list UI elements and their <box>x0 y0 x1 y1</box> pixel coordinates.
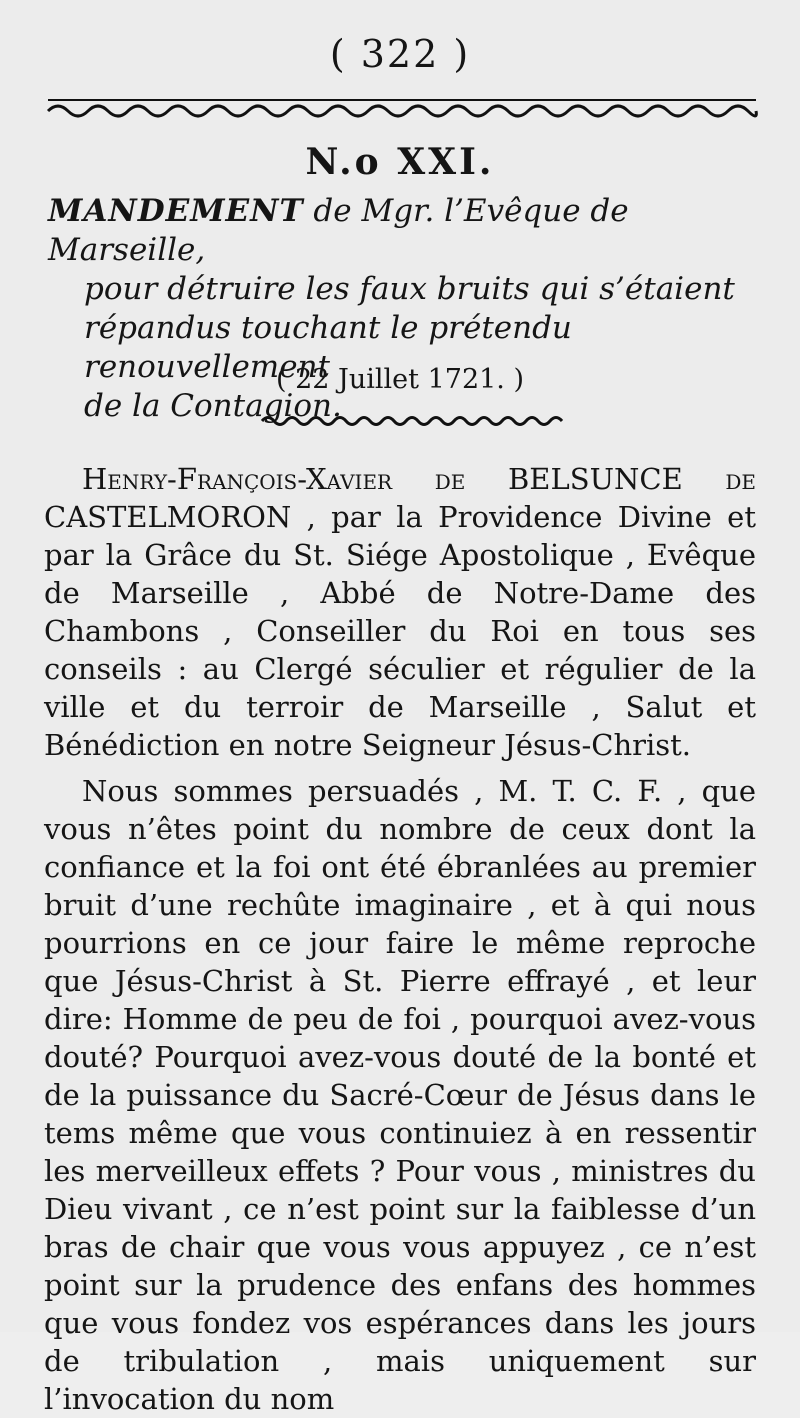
paragraph-one-text: , par la Providence Divine et par la Grâce du St. Siége Apostolique , Evêque de Marseille , Abbé de Notre-Dame des Chambons , Conseiller du Roi en tous ses conseils : au Clergé séculier et régulier de la ville et du terroir de Marseille , Salut et Bénédiction en notre Seigneur Jésus-Christ. <box>44 500 756 762</box>
document-body <box>44 460 756 1418</box>
title-line-3: répandus touchant le prétendu renouvellement <box>84 310 572 385</box>
bishop-name: Henry-François-Xavier de BELSUNCE de CASTELMORON <box>44 462 756 534</box>
title-line-1 <box>48 193 629 268</box>
title-line-4: de la Contagion. <box>84 388 342 424</box>
document-date: ( 22 Juillet 1721. ) <box>276 364 524 395</box>
paragraph-one <box>44 460 756 764</box>
title-line-2: pour détruire les faux bruits qui s’étaient <box>84 271 735 307</box>
small-decorative-ornament <box>262 413 562 429</box>
title-line-1-rest: de Mgr. l’Evêque de Marseille, <box>48 193 629 268</box>
decorative-wave-ornament <box>48 95 756 119</box>
paragraph-two: Nous sommes persuadés , M. T. C. F. , que vous n’êtes point du nombre de ceux dont la confiance et la foi ont été ébranlées au premier bruit d’une rechûte imaginaire , et à qui nous pourrions en ce jour faire le même reproche que Jésus-Christ à St. Pierre effrayé , et leur dire: Homme de peu de foi , pourquoi avez-vous douté? Pourquoi avez-vous douté de la bonté et de la puissance du Sacré-Cœur de Jésus dans le tems même que vous continuiez à en ressentir les merveilleux effets ? Pour vous , ministres du Dieu vivant , ce n’est point sur la faiblesse d’un bras de chair que vous vous appuyez , ce n’est point sur la prudence des enfans des hommes que vous fondez vos espérances dans les jours de tribulation , mais uniquement sur l’invocation du nom <box>44 774 756 1416</box>
page-number: ( 322 ) <box>329 32 471 76</box>
section-number: N.o XXI. <box>305 141 495 183</box>
title-main: MANDEMENT <box>48 193 304 229</box>
